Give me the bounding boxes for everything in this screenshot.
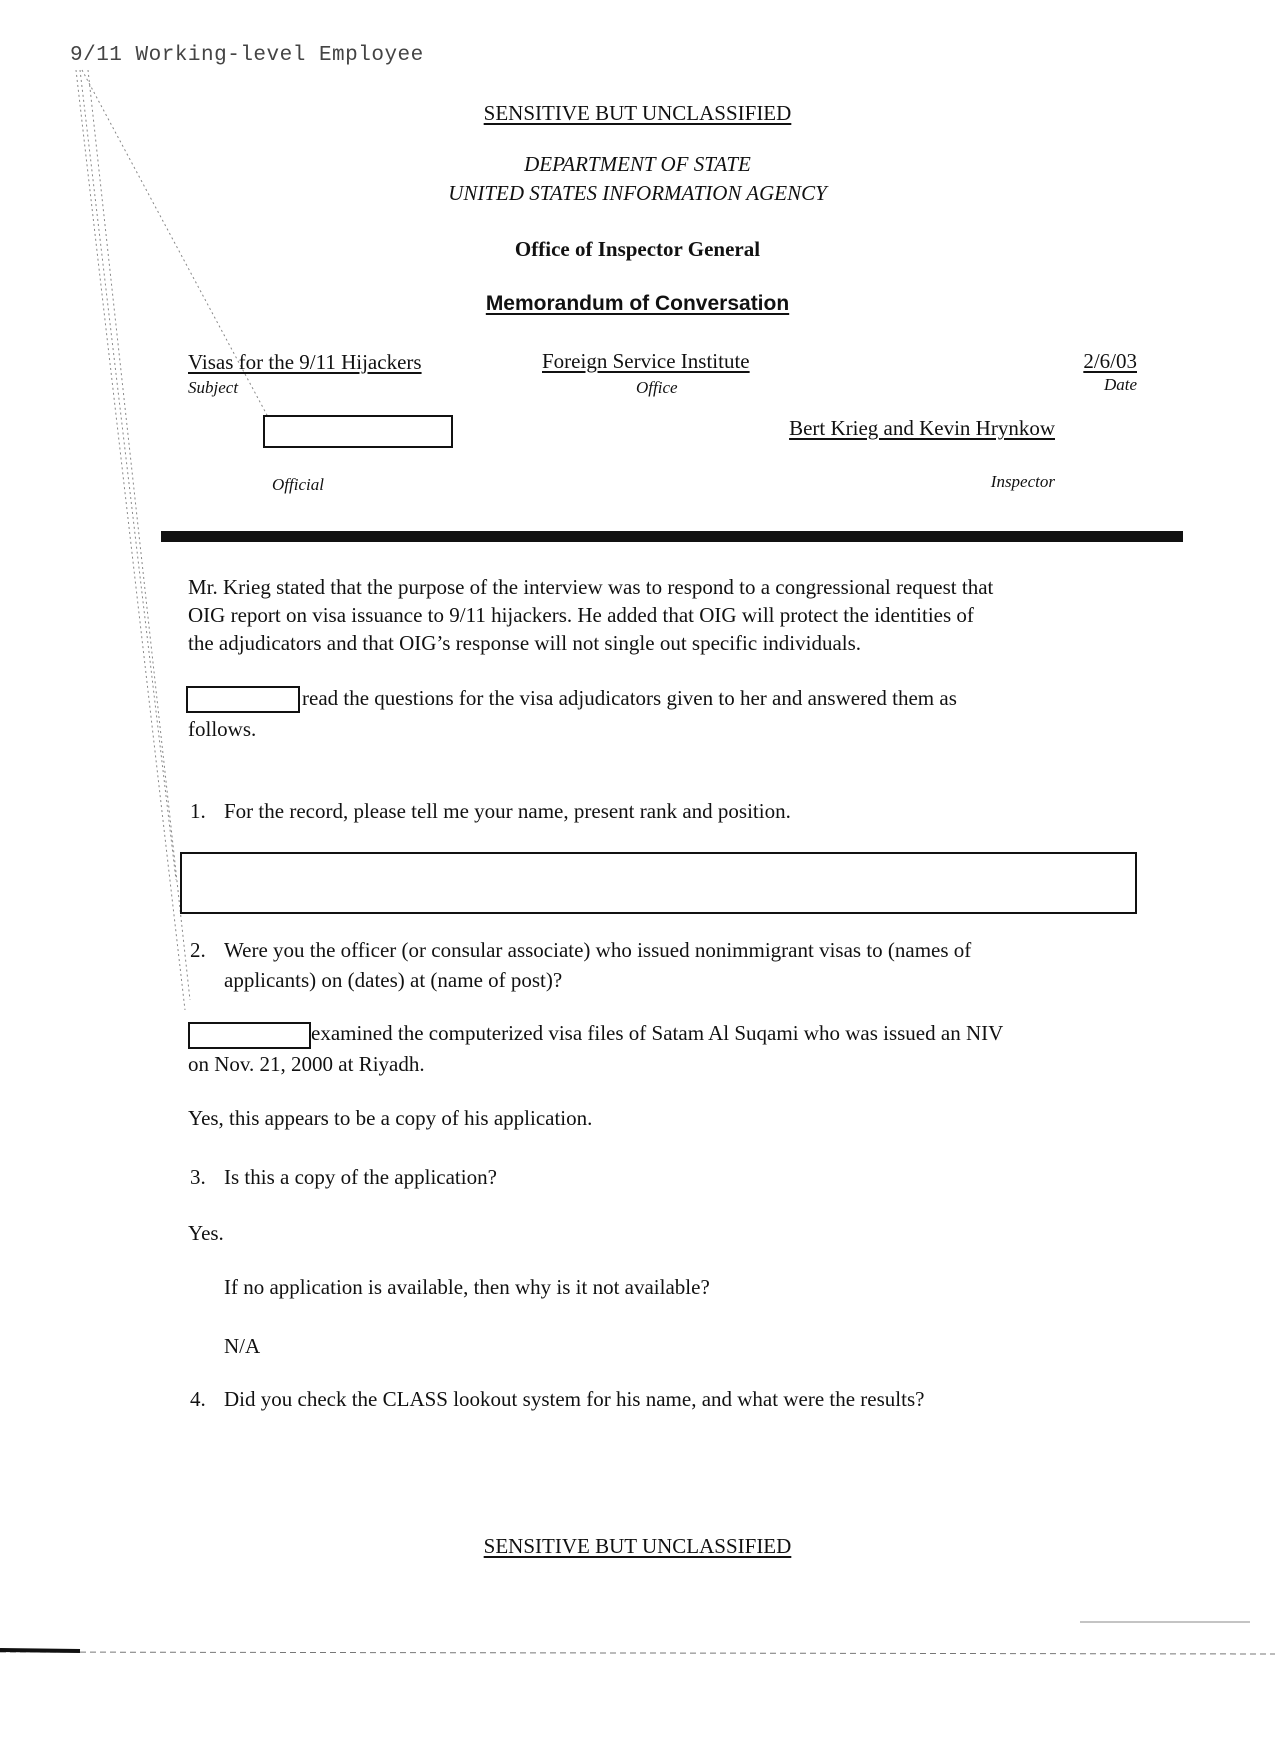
redacted-official-name (263, 415, 453, 448)
header-stamp: 9/11 Working-level Employee (70, 44, 424, 67)
date-label: Date (1103, 375, 1137, 394)
intro-line-1: Mr. Krieg stated that the purpose of the interview was to respond to a congressional request that (188, 575, 994, 599)
a2-line-1: examined the computerized visa files of Satam Al Suqami who was issued an NIV (311, 1021, 1004, 1045)
q2-text-line-1: Were you the officer (or consular associate) who issued nonimmigrant visas to (names of (224, 938, 972, 962)
redacted-name (186, 686, 300, 713)
q1-number: 1. (190, 799, 206, 823)
section-divider (161, 531, 1183, 542)
agency-line1: DEPARTMENT OF STATE (524, 152, 751, 176)
classification-top: SENSITIVE BUT UNCLASSIFIED (483, 101, 792, 125)
agency-line2: UNITED STATES INFORMATION AGENCY (448, 181, 827, 205)
date-value: 2/6/03 (1083, 349, 1137, 373)
q3-sub-text: If no application is available, then why is it not available? (224, 1275, 710, 1299)
redacted-answer-1 (180, 852, 1137, 914)
office-label: Office (636, 378, 678, 397)
subject-label: Subject (188, 378, 239, 397)
read-line-2: follows. (188, 717, 257, 741)
subject-value: Visas for the 9/11 Hijackers (188, 350, 422, 374)
intro-line-2: OIG report on visa issuance to 9/11 hijackers. He added that OIG will protect the identities of (188, 603, 974, 627)
intro-line-3: the adjudicators and that OIG’s response will not single out specific individuals. (188, 631, 862, 655)
q3-number: 3. (190, 1165, 206, 1189)
office-value: Foreign Service Institute (542, 349, 750, 373)
q4-number: 4. (190, 1387, 206, 1411)
redacted-name-2 (188, 1022, 311, 1049)
read-line: read the questions for the visa adjudicators given to her and answered them as (302, 686, 957, 710)
q2-text-line-2: applicants) on (dates) at (name of post)? (224, 968, 563, 992)
q2-number: 2. (190, 938, 206, 962)
a3-text: Yes. (188, 1221, 224, 1245)
inspector-label: Inspector (990, 472, 1055, 491)
official-label: Official (272, 475, 324, 494)
doc-type-title: Memorandum of Conversation (485, 292, 790, 315)
office-title: Office of Inspector General (514, 237, 761, 261)
inspector-value: Bert Krieg and Kevin Hrynkow (789, 416, 1055, 440)
a2-line-2: on Nov. 21, 2000 at Riyadh. (188, 1052, 425, 1076)
a2-confirmation: Yes, this appears to be a copy of his application. (188, 1106, 593, 1130)
a3-sub-text: N/A (224, 1334, 261, 1358)
classification-bottom: SENSITIVE BUT UNCLASSIFIED (483, 1534, 792, 1558)
q4-text: Did you check the CLASS lookout system for his name, and what were the results? (224, 1387, 925, 1411)
q1-text: For the record, please tell me your name, present rank and position. (224, 799, 791, 823)
q3-text: Is this a copy of the application? (224, 1165, 497, 1189)
